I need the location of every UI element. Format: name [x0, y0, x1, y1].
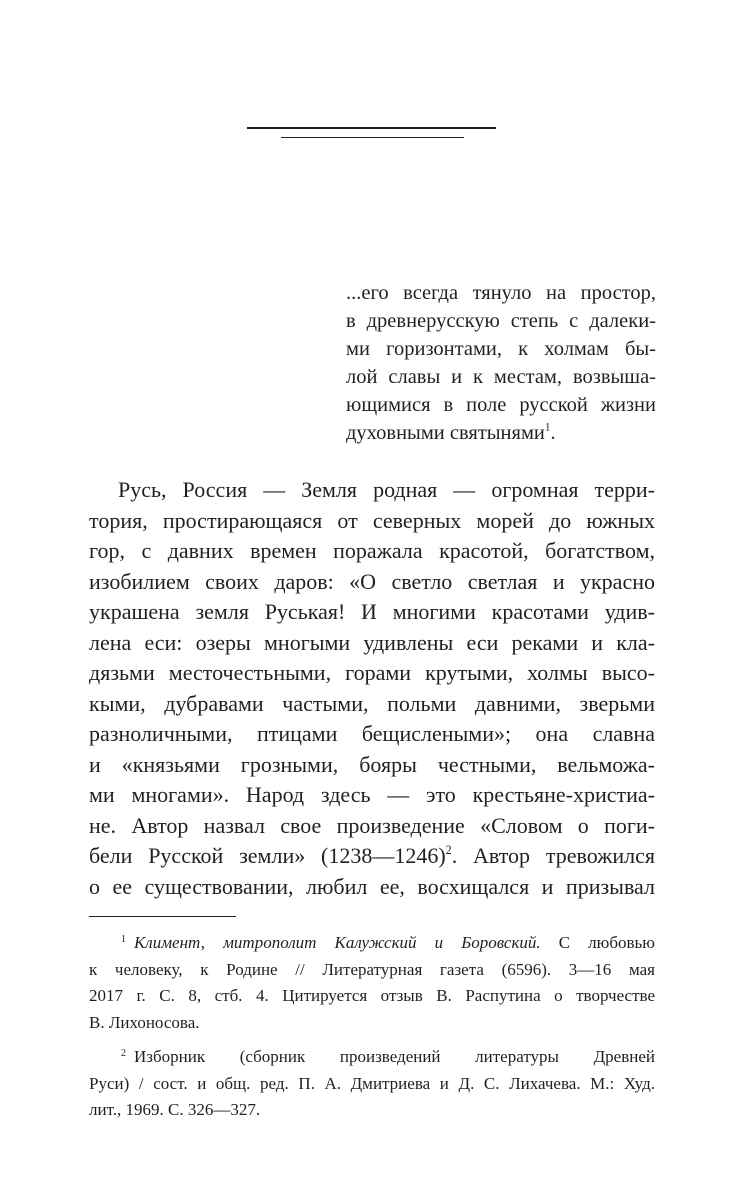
body-line: разноличными, птицами бещислеными»; она славна: [89, 721, 655, 746]
body-line: ми многами». Народ здесь — это крестьяне-христиа-: [89, 782, 655, 807]
epigraph-line: ...его всегда тянуло на простор,: [346, 282, 656, 304]
footnote-line: к человеку, к Родине // Литературная газета (6596). 3—16 мая: [89, 959, 655, 979]
body-line: украшена земля Руськая! И многими красотами удив-: [89, 599, 655, 624]
footnote-text: С любовью: [540, 933, 655, 952]
epigraph-line: ми горизонтами, к холмам бы-: [346, 338, 656, 360]
body-line: о ее существовании, любил ее, восхищался и призывал: [89, 873, 655, 899]
body-line: лена еси: озеры многыми удивлены еси реками и кла-: [89, 629, 655, 655]
footnote-line: В. Лихоносова.: [89, 1012, 200, 1032]
footnote-line: 2017 г. С. 8, стб. 4. Цитируется отзыв В. Распутина о творчестве: [89, 986, 655, 1005]
epigraph-end-punct: .: [550, 422, 556, 444]
footnote-2-first-line: [89, 1041, 655, 1071]
footnote-author: Климент, митрополит Калужский и Боровский.: [134, 933, 541, 952]
header-rule-thin: [281, 137, 464, 138]
footnote-number: 2: [121, 1048, 126, 1059]
body-line: не. Автор назвал свое произведение «Словом о поги-: [89, 812, 655, 838]
footnote-line: лит., 1969. С. 326—327.: [89, 1100, 261, 1119]
footnote-ref-1[interactable]: 1: [544, 421, 551, 434]
body-line: тория, простирающаяся от северных морей до южных: [89, 507, 655, 533]
body-paragraph: [89, 475, 655, 902]
epigraph-line: лой славы и к местам, возвыша-: [346, 366, 656, 388]
footnote-number: 1: [121, 934, 126, 945]
epigraph-line: ющимися в поле русской жизни: [346, 394, 656, 416]
epigraph: [346, 279, 656, 447]
body-line: Русь, Россия — Земля родная — огромная терри-: [118, 477, 655, 502]
body-line-text: . Автор тревожился: [451, 843, 655, 868]
footnote-ref-2[interactable]: 2: [445, 842, 452, 857]
footnote-text: Изборник (сборник произведений литературы Древней: [134, 1047, 655, 1066]
footnote-1-first-line: [89, 927, 655, 957]
body-line-with-ref: [89, 841, 655, 872]
epigraph-line-text: духовными святынями: [346, 422, 545, 444]
body-line: изобилием своих даров: «О светло светлая и украсно: [89, 568, 655, 594]
body-line: дязьми месточестьными, горами крутыми, холмы высо-: [89, 660, 655, 685]
footnote-separator: [89, 916, 236, 917]
body-line-text: бели Русской земли» (1238—1246): [89, 843, 446, 868]
epigraph-line-last: [346, 419, 656, 447]
body-line: кыми, дубравами частыми, польми давними, зверьми: [89, 690, 655, 716]
header-rule-thick: [247, 127, 496, 129]
footnote-line: Руси) / сост. и общ. ред. П. А. Дмитриева и Д. С. Лихачева. М.: Худ.: [89, 1073, 655, 1093]
body-line: и «князьями грозными, бояры честными, вельможа-: [89, 751, 655, 777]
body-line: гор, с давних времен поражала красотой, богатством,: [89, 538, 655, 563]
epigraph-line: в древнерусскую степь с далеки-: [346, 310, 656, 332]
footnotes: [89, 927, 655, 1124]
